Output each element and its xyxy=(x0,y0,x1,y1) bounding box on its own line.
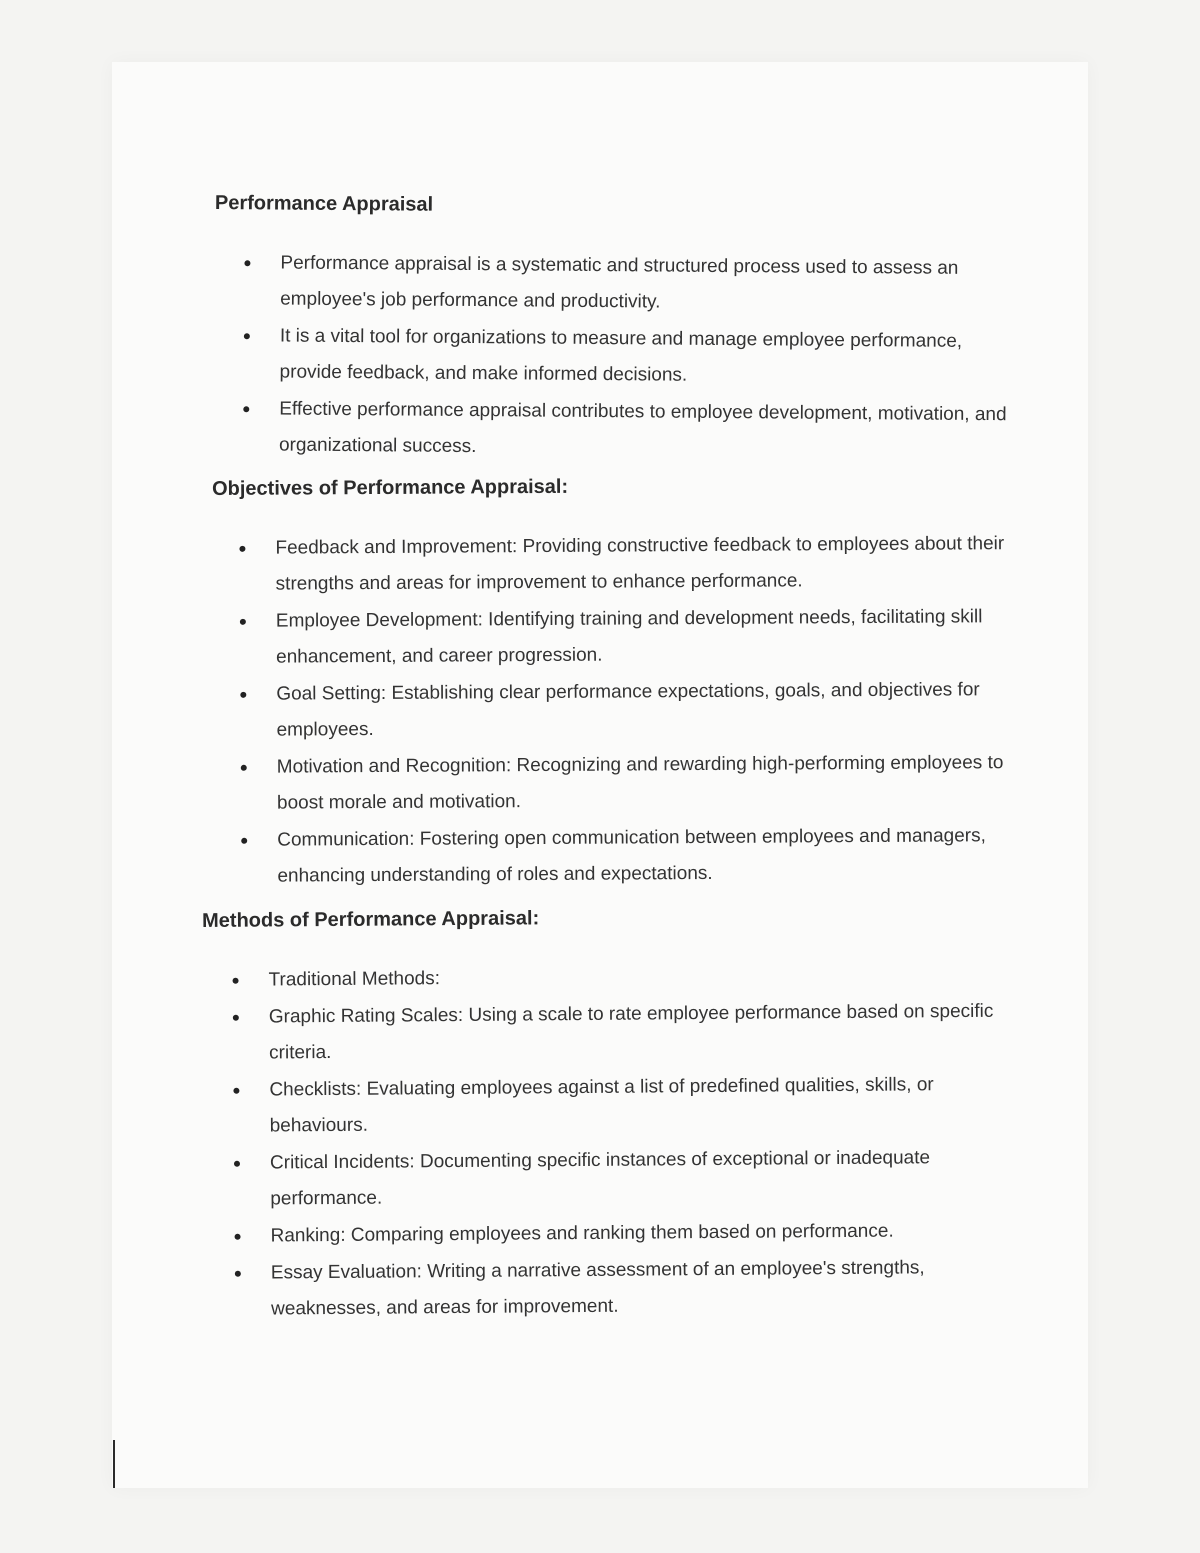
list-item xyxy=(241,818,1014,895)
bullet-icon xyxy=(241,838,247,844)
bullet-icon xyxy=(244,260,250,266)
scan-edge-mark xyxy=(113,1440,115,1488)
list-item-text: Employee Development: Identifying training and development needs, facilitating skill enhancement, and career progression. xyxy=(275,606,983,668)
bullet-icon xyxy=(233,1088,239,1094)
bullet-icon xyxy=(243,406,249,412)
list-item xyxy=(233,994,1004,1072)
bullet-icon xyxy=(244,333,250,339)
list-item xyxy=(233,1067,1004,1145)
list-item-text: Ranking: Comparing employees and ranking them based on performance. xyxy=(270,1220,894,1247)
bullet-icon xyxy=(235,1271,241,1277)
section-heading: Methods of Performance Appraisal: xyxy=(202,907,540,932)
list-item xyxy=(243,391,1014,469)
list-item-text: Traditional Methods: xyxy=(268,968,441,991)
list-item xyxy=(240,672,1013,749)
list-item-text: Goal Setting: Establishing clear performance expectations, goals, and objectives for employees. xyxy=(276,679,980,741)
list-item-text: Checklists: Evaluating employees against a list of predefined qualities, skills, or behaviours. xyxy=(269,1074,934,1137)
bullet-icon xyxy=(239,546,245,552)
list-item-text: Performance appraisal is a systematic and structured process used to assess an employee's job performance and productivity. xyxy=(280,252,959,313)
list-item-text: Feedback and Improvement: Providing constructive feedback to employees about their strengths and areas for improvement to enhance performance. xyxy=(275,533,1005,595)
list-item-text: Effective performance appraisal contributes to employee development, motivation, and organizational success. xyxy=(278,398,1007,458)
bullet-list xyxy=(232,957,1005,1328)
bullet-icon xyxy=(234,1161,240,1167)
bullet-icon xyxy=(241,765,247,771)
list-item-text: Communication: Fostering open communication between employees and managers, enhancing understanding of roles and expectations. xyxy=(277,825,986,887)
section-heading: Performance Appraisal xyxy=(214,192,434,216)
list-item xyxy=(232,957,1002,999)
section-methods xyxy=(202,904,1005,1329)
bullet-icon xyxy=(233,978,239,984)
list-item-text: Essay Evaluation: Writing a narrative assessment of an employee's strengths, weaknesses, and areas for improvement. xyxy=(270,1257,925,1320)
list-item-text: Graphic Rating Scales: Using a scale to rate employee performance based on specific criteria. xyxy=(268,1000,994,1064)
bullet-icon xyxy=(240,619,246,625)
bullet-icon xyxy=(235,1234,241,1240)
bullet-list xyxy=(243,245,1015,469)
list-item xyxy=(239,526,1012,603)
section-heading: Objectives of Performance Appraisal: xyxy=(212,475,569,500)
list-item xyxy=(234,1213,1004,1255)
section-performance-appraisal xyxy=(213,192,1015,470)
list-item xyxy=(243,318,1014,396)
list-item xyxy=(235,1250,1006,1328)
bullet-icon xyxy=(240,692,246,698)
list-item-text: Critical Incidents: Documenting specific instances of exceptional or inadequate performance. xyxy=(269,1147,931,1210)
list-item xyxy=(240,599,1013,676)
list-item xyxy=(234,1140,1005,1218)
bullet-icon xyxy=(233,1015,239,1021)
list-item-text: It is a vital tool for organizations to measure and manage employee performance, provide feedback, and make informed decisions. xyxy=(279,325,963,386)
list-item xyxy=(241,745,1014,822)
section-objectives xyxy=(212,473,1015,896)
bullet-list xyxy=(239,526,1014,895)
list-item xyxy=(244,245,1015,323)
list-item-text: Motivation and Recognition: Recognizing and rewarding high-performing employees to boost morale and motivation. xyxy=(276,752,1004,814)
